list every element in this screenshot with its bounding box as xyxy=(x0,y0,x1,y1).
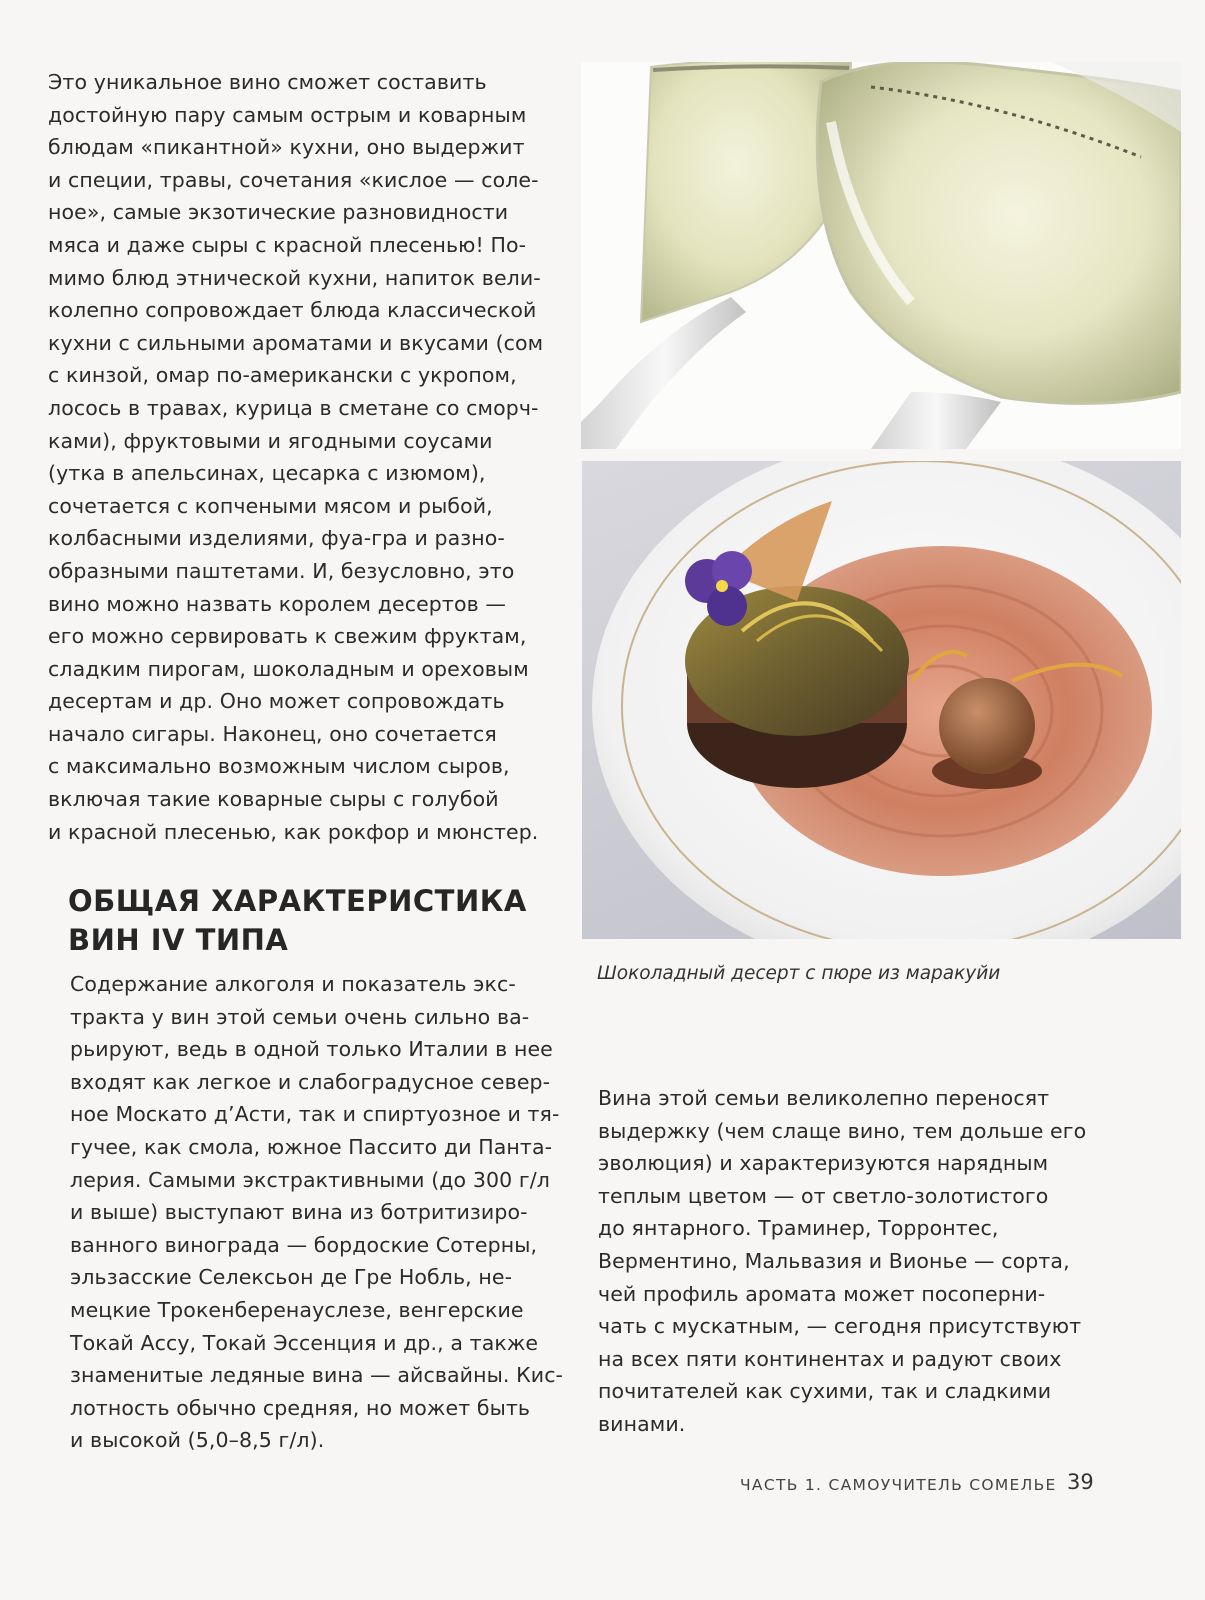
wine-glasses-illustration xyxy=(581,62,1181,449)
intro-paragraph: Это уникальное вино сможет составить достойную пару самым острым и коварным блюдам «пикантной» кухни, оно выдержит и специи, травы, сочетания «кислое — соле- ное», самые экзотические разновидности мяса и даже сыры с красной плесенью! По- мимо блюд этнической кухни, напиток вели- колепно сопровождает блюда классической кухни с сильными ароматами и вкусами (сом с кинзой, омар по-американски с укропом, лосось в травах, курица в сметане со сморч- ками), фруктовыми и ягодными соусами (утка в апельсинах, цесарка с изюмом), сочетается с копчеными мясом и рыбой, колбасными изделиями, фуа-гра и разно- образными паштетами. И, безусловно, это вино можно назвать королем десертов — его можно сервировать к свежим фруктам, сладким пирогам, шоколадным и ореховым десертам и др. Оно может сопровождать начало сигары. Наконец, оно сочетается с максимально возможным числом сыров, включая такие коварные сыры с голубой и красной плесенью, как рокфор и мюнстер. xyxy=(48,70,544,844)
section-heading: ОБЩАЯ ХАРАКТЕРИСТИКА ВИН IV ТИПА xyxy=(68,884,527,957)
page-number: 39 xyxy=(1067,1470,1094,1494)
running-title: ЧАСТЬ 1. САМОУЧИТЕЛЬ СОМЕЛЬЕ xyxy=(740,1476,1057,1494)
dessert-plate-illustration xyxy=(582,461,1181,939)
wine-glasses-photo xyxy=(581,62,1181,449)
intro-column xyxy=(48,66,563,848)
chocolate-dessert-photo xyxy=(582,461,1181,939)
page-footer xyxy=(740,1470,1140,1500)
right-paragraph: Вина этой семьи великолепно переносят выдержку (чем слаще вино, тем дольше его эволюция) и характеризуются нарядным теплым цветом — от светло-золотистого до янтарного. Траминер, Торронтес, Верментино, Мальвазия и Вионье — сорта, чей профиль аромата может посоперни- чать с мускатным, — сегодня присутствуют на всех пяти континентах и радуют своих почитателей как сухими, так и сладкими винами. xyxy=(598,1086,1087,1436)
photo-caption: Шоколадный десерт с пюре из маракуйи xyxy=(597,963,1001,984)
section-paragraph: Содержание алкоголя и показатель экс- тракта у вин этой семьи очень сильно ва- рьируют, ведь в одной только Италии в нее входят как легкое и слабоградусное север- ное Москато д’Асти, так и спиртуозное и тя- гучее, как смола, южное Пассито ди Панта- лерия. Самыми экстрактивными (до 300 г/л и выше) выступают вина из ботритизиро- ванного винограда — бордоские Сотерны, эльзасские Селексьон де Гре Нобль, не- мецкие Трокенберенауслезе, венгерские Токай Ассу, Токай Эссенция и др., а также знаменитые ледяные вина — айсвайны. Кис- лотность обычно средняя, но может быть и высокой (5,0–8,5 г/л). xyxy=(70,972,564,1453)
